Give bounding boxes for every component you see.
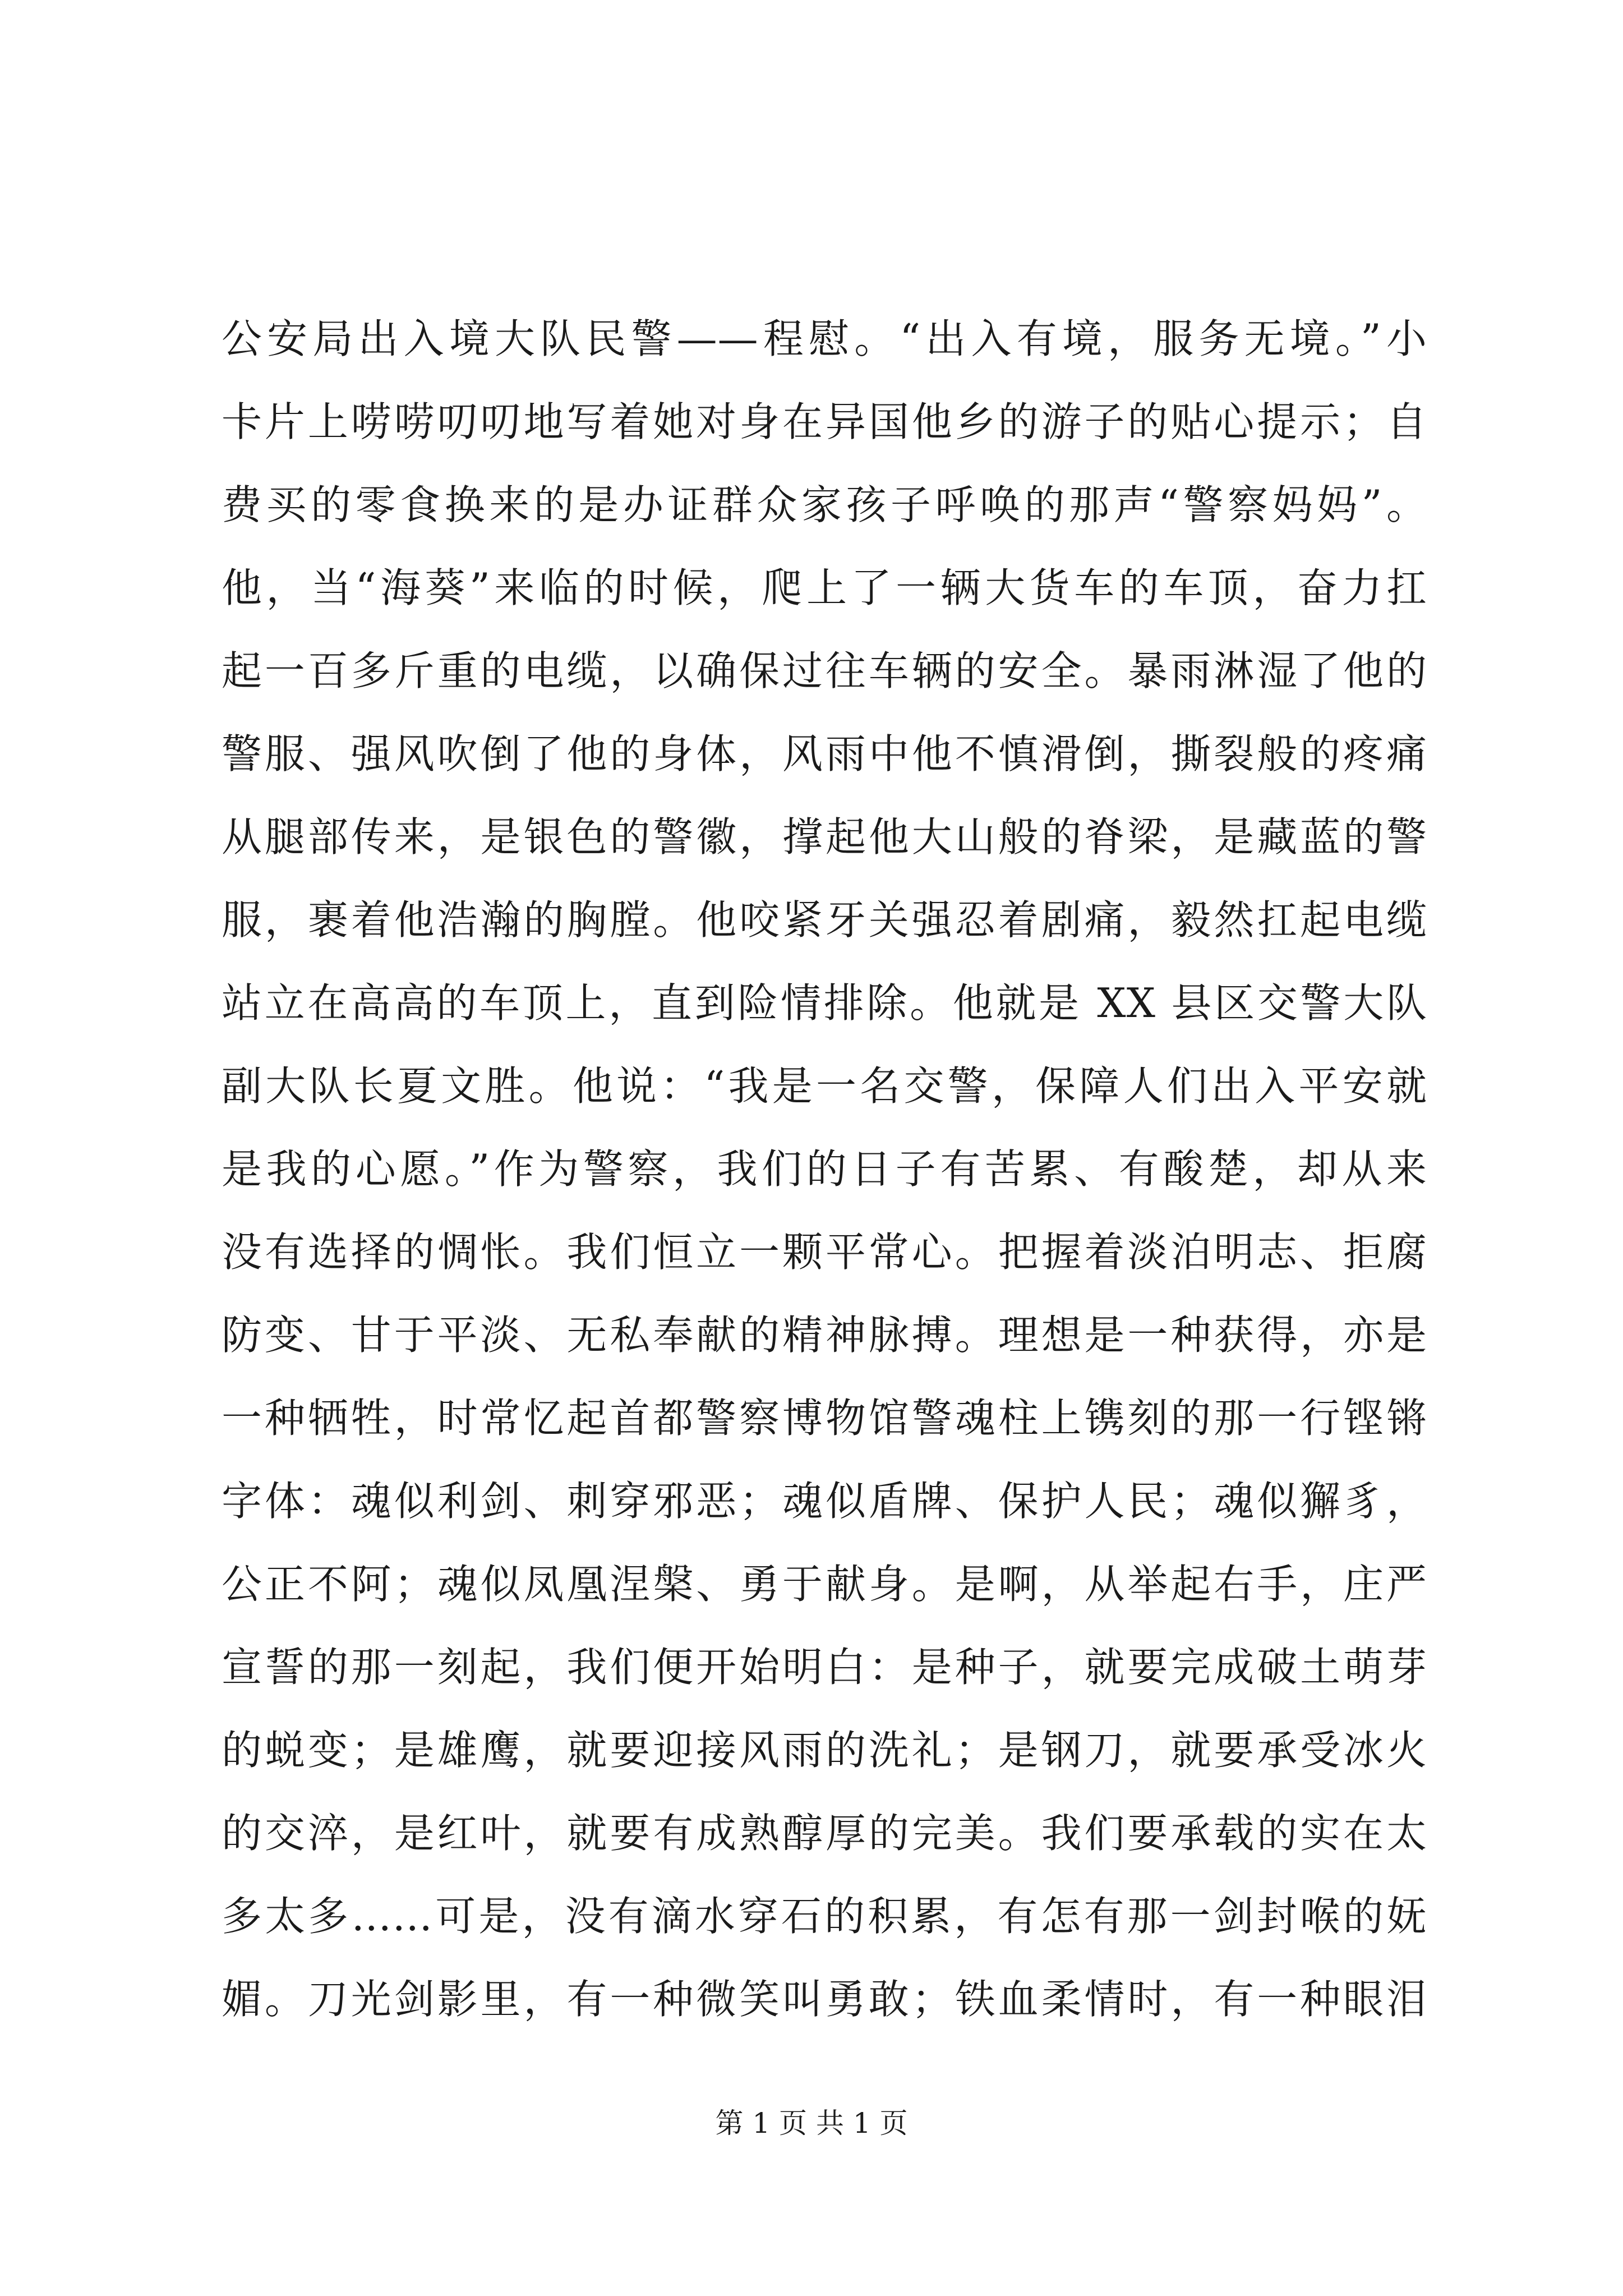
text-line: 是我的心愿。”作为警察，我们的日子有苦累、有酸楚，却从来 — [222, 1145, 1427, 1193]
text-line: 他，当“海葵”来临的时候，爬上了一辆大货车的车顶，奋力扛 — [222, 564, 1427, 611]
text-line: 字体：魂似利剑、刺穿邪恶；魂似盾牌、保护人民；魂似獬豸， — [222, 1478, 1427, 1525]
text-line: 从腿部传来，是银色的警徽，撑起他大山般的脊梁，是藏蓝的警 — [222, 813, 1427, 861]
text-line: 公安局出入境大队民警——程慰。“出入有境，服务无境。”小 — [222, 315, 1427, 362]
text-line: 多太多……可是，没有滴水穿石的积累，有怎有那一剑封喉的妩 — [222, 1893, 1427, 1940]
text-line: 警服、强风吹倒了他的身体，风雨中他不慎滑倒，撕裂般的疼痛 — [222, 730, 1427, 777]
text-line: 费买的零食换来的是办证群众家孩子呼唤的那声“警察妈妈”。 — [222, 481, 1427, 528]
text-line: 媚。刀光剑影里，有一种微笑叫勇敢；铁血柔情时，有一种眼泪 — [222, 1976, 1427, 2023]
text-line: 公正不阿；魂似凤凰涅槃、勇于献身。是啊，从举起右手，庄严 — [222, 1561, 1427, 1608]
text-line: 起一百多斤重的电缆，以确保过往车辆的安全。暴雨淋湿了他的 — [222, 647, 1427, 694]
text-line: 宣誓的那一刻起，我们便开始明白：是种子，就要完成破土萌芽 — [222, 1644, 1427, 1691]
text-line: 服，裹着他浩瀚的胸膛。他咬紧牙关强忍着剧痛，毅然扛起电缆 — [222, 896, 1427, 944]
text-line: 副大队长夏文胜。他说：“我是一名交警，保障人们出入平安就 — [222, 1062, 1427, 1110]
text-line: 没有选择的惆怅。我们恒立一颗平常心。把握着淡泊明志、拒腐 — [222, 1228, 1427, 1276]
page-footer: 第 1 页 共 1 页 — [715, 2107, 908, 2139]
text-line: 的交淬，是红叶，就要有成熟醇厚的完美。我们要承载的实在太 — [222, 1810, 1427, 1857]
text-line: 一种牺牲，时常忆起首都警察博物馆警魂柱上镌刻的那一行铿锵 — [222, 1395, 1427, 1442]
text-line: 防变、甘于平淡、无私奉献的精神脉搏。理想是一种获得，亦是 — [222, 1312, 1427, 1359]
text-line: 的蜕变；是雄鹰，就要迎接风雨的洗礼；是钢刀，就要承受冰火 — [222, 1727, 1427, 1774]
body-text — [222, 297, 1427, 2041]
text-line: 卡片上唠唠叨叨地写着她对身在异国他乡的游子的贴心提示；自 — [222, 398, 1427, 445]
text-line: 站立在高高的车顶上，直到险情排除。他就是 XX 县区交警大队 — [222, 979, 1427, 1027]
